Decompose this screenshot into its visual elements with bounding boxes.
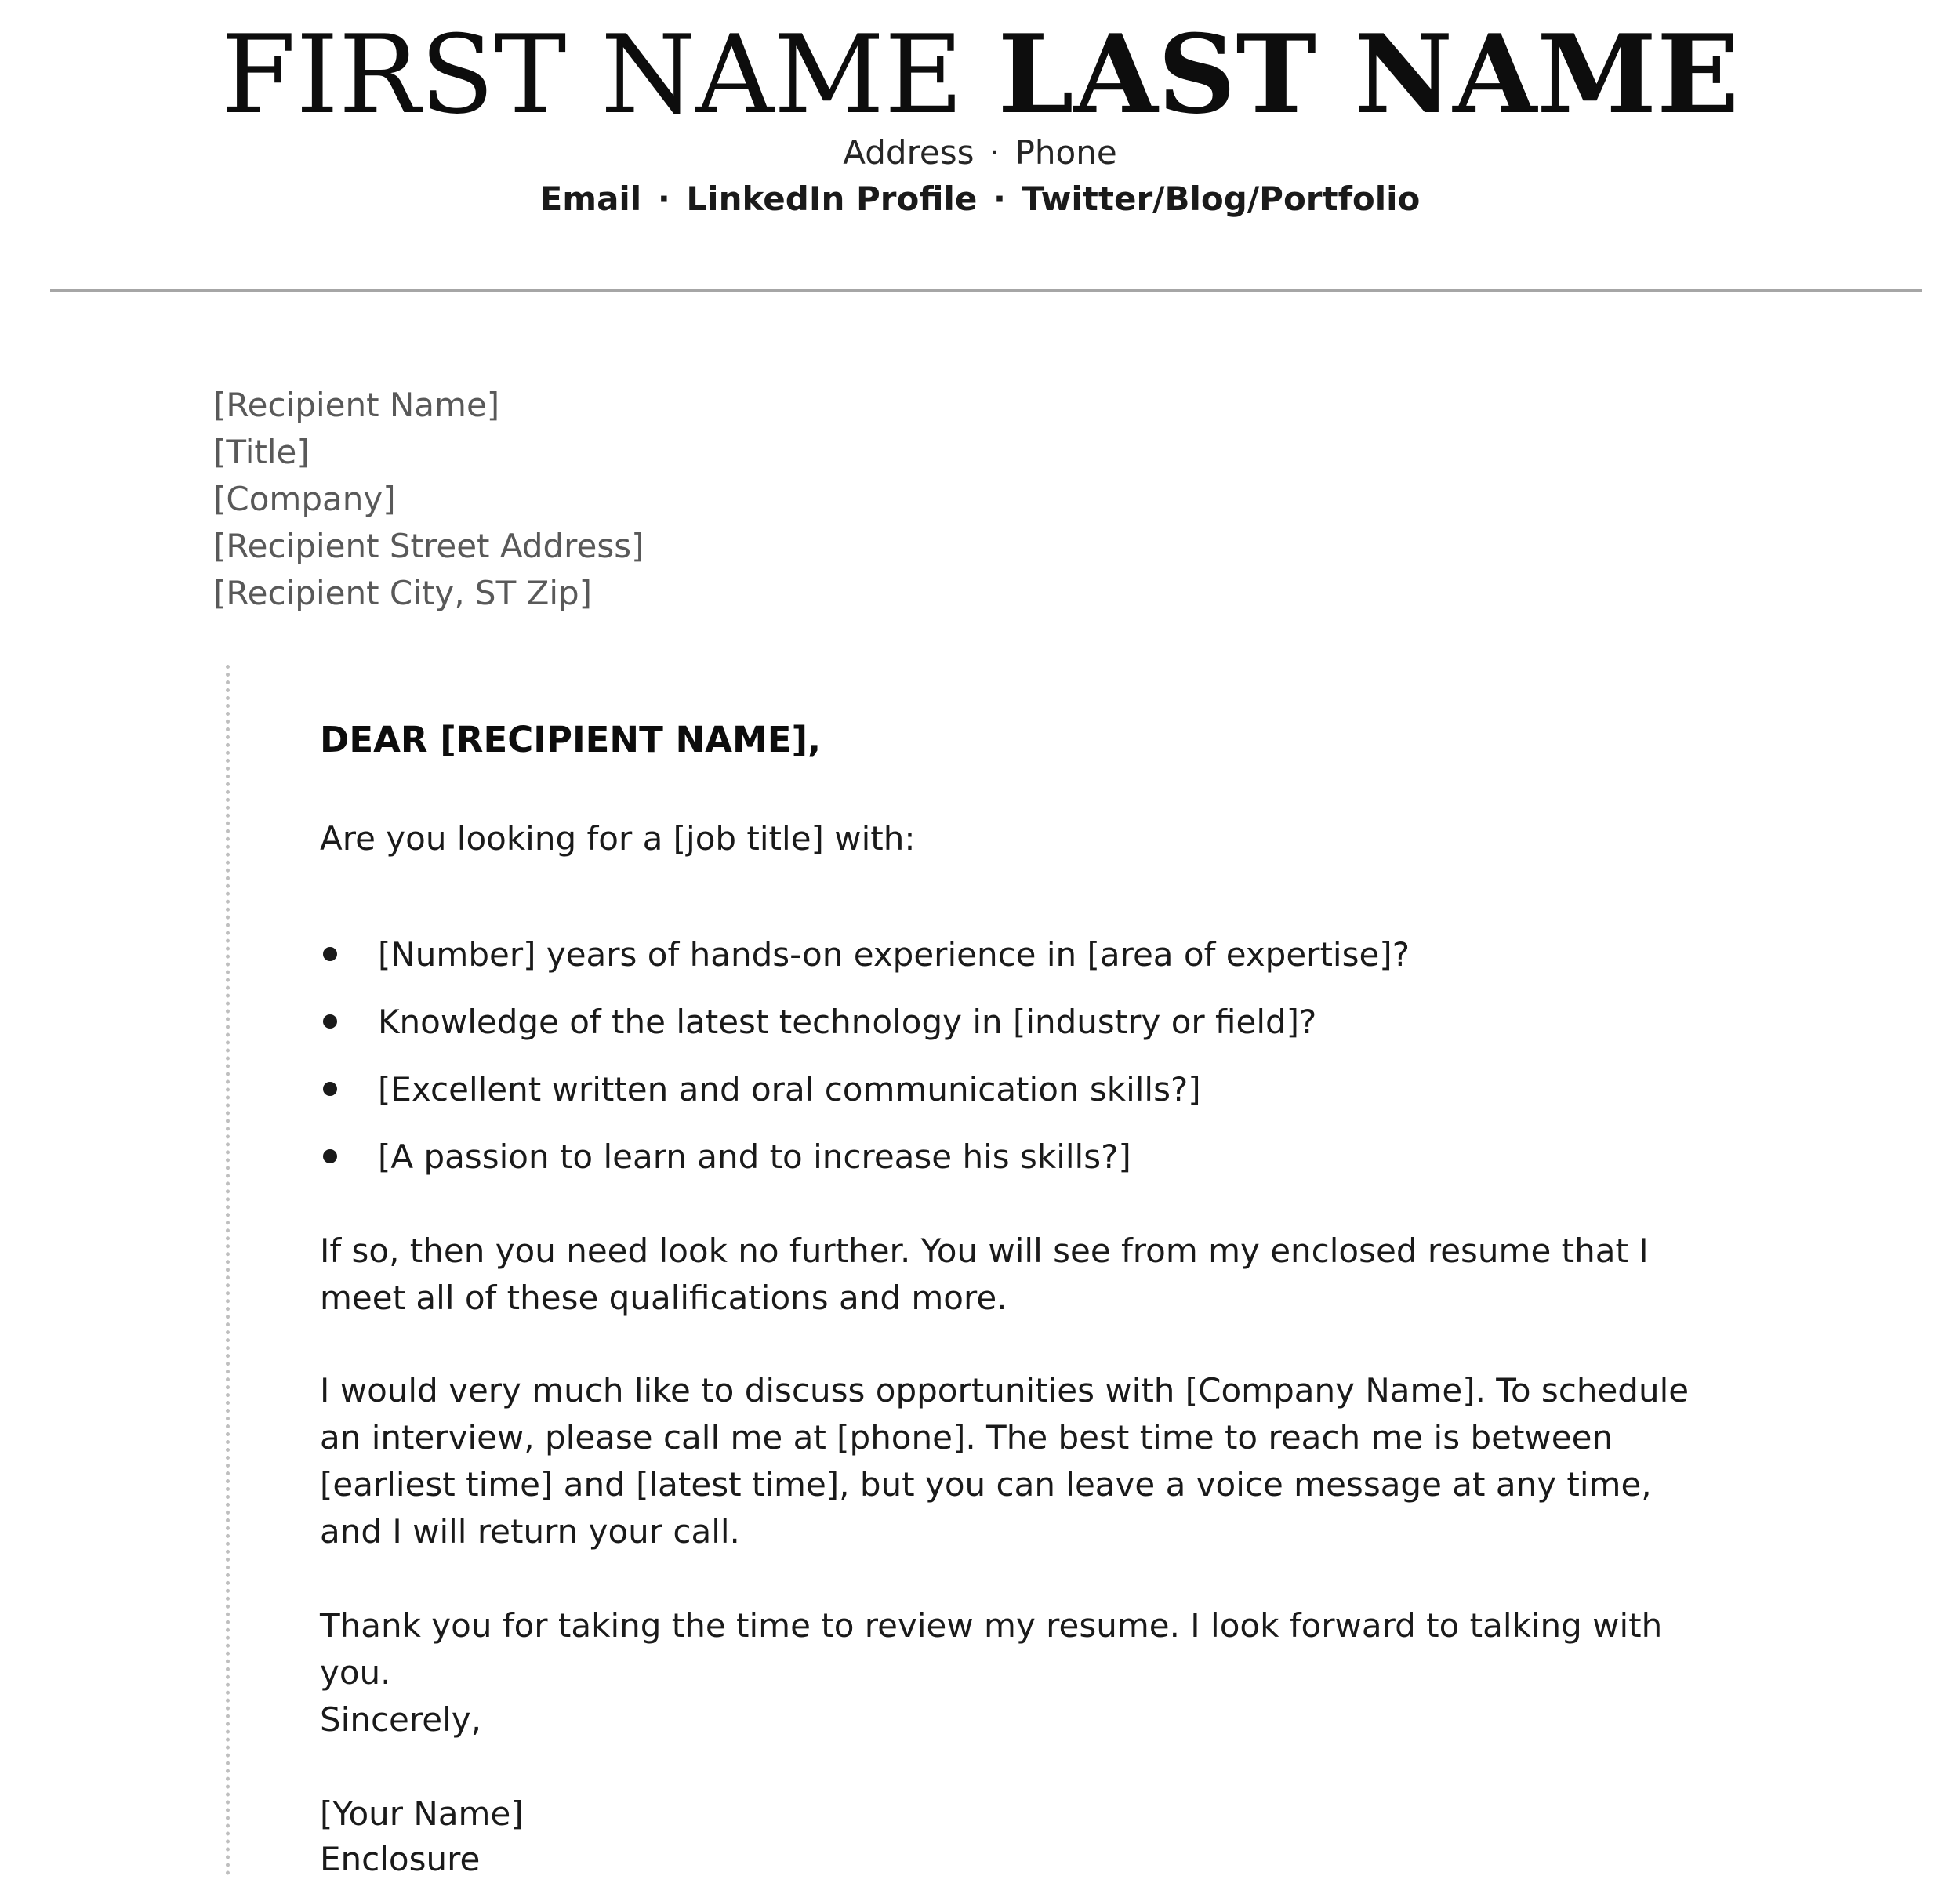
address-field[interactable]: Address (843, 133, 975, 172)
first-name[interactable]: FIRST NAME (220, 12, 964, 138)
list-item-text: Knowledge of the latest technology in [industry or field]? (378, 1003, 1317, 1041)
list-item-text: [Number] years of hands-on experience in [area of expertise]? (378, 935, 1410, 974)
bullet-icon (323, 1149, 337, 1163)
contact-line-address-phone (0, 129, 1960, 176)
bullet-icon (323, 947, 337, 961)
recipient-block (213, 382, 644, 617)
phone-field[interactable]: Phone (1014, 133, 1117, 172)
closing[interactable]: Sincerely, (320, 1700, 481, 1739)
linkedin-field[interactable]: LinkedIn Profile (686, 180, 978, 218)
bullet-icon (323, 1082, 337, 1096)
body-paragraph-2[interactable]: I would very much like to discuss opportunities with [Company Name]. To schedule an interview, please call me at [phone]. The best time to reach me is between [earliest time] and [latest time], but you can leave a voice message at any time, and I will return your call. (320, 1371, 1690, 1551)
list-item-text: [A passion to learn and to increase his skills?] (378, 1137, 1131, 1176)
body-paragraph-1[interactable]: If so, then you need look no further. You will see from my enclosed resume that I meet all of these qualifications and more. (320, 1232, 1649, 1317)
twitter-blog-portfolio-field[interactable]: Twitter/Blog/Portfolio (1022, 180, 1421, 218)
intro-line[interactable]: Are you looking for a [job title] with: (320, 819, 916, 858)
body-paragraph-3[interactable]: Thank you for taking the time to review my resume. I look forward to talking with you. (320, 1606, 1663, 1692)
recipient-title-field[interactable]: [Title] (213, 433, 310, 471)
email-field[interactable]: Email (539, 180, 642, 218)
applicant-name[interactable] (0, 8, 1960, 142)
recipient-city-field[interactable]: [Recipient City, ST Zip] (213, 574, 593, 612)
last-name[interactable]: LAST NAME (997, 10, 1740, 138)
recipient-street-field[interactable]: [Recipient Street Address] (213, 527, 644, 565)
salutation[interactable]: DEAR [RECIPIENT NAME], (320, 719, 822, 760)
letter-body-border (226, 665, 230, 1876)
enclosure-note[interactable]: Enclosure (320, 1840, 481, 1878)
separator-dot: · (989, 133, 1000, 172)
bullet-icon (323, 1014, 337, 1029)
header-divider (50, 289, 1922, 292)
signature-name-field[interactable]: [Your Name] (320, 1794, 524, 1833)
recipient-name-field[interactable]: [Recipient Name] (213, 386, 500, 424)
list-item-text: [Excellent written and oral communication skills?] (378, 1070, 1201, 1108)
separator-dot: · (993, 180, 1006, 218)
separator-dot: · (657, 180, 670, 218)
recipient-company-field[interactable]: [Company] (213, 480, 396, 518)
contact-line-online (0, 176, 1960, 223)
